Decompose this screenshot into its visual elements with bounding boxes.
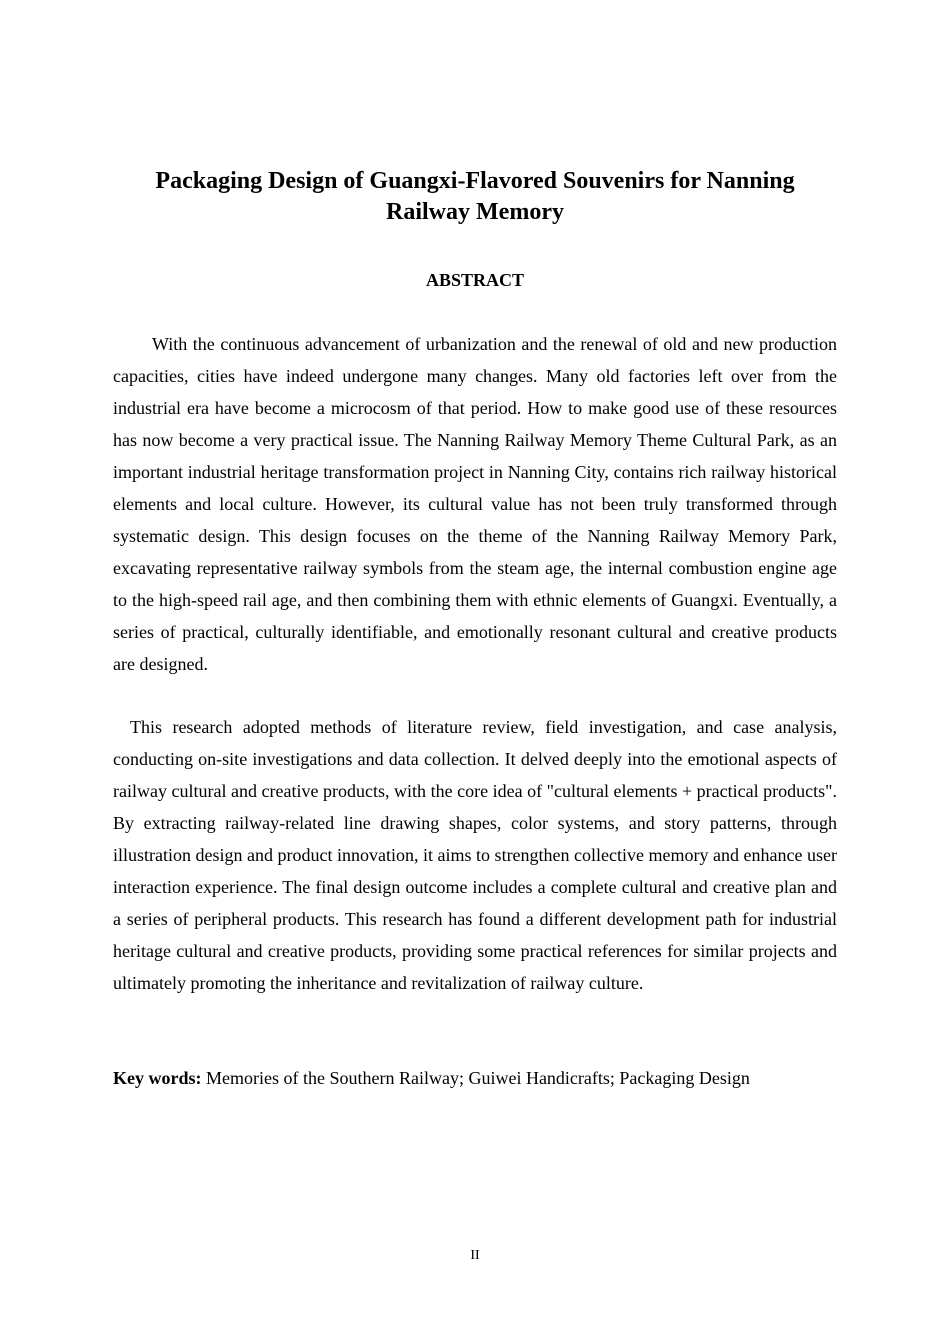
keywords-label: Key words: [113, 1068, 202, 1088]
paper-title: Packaging Design of Guangxi-Flavored Souvenirs for Nanning Railway Memory [155, 168, 795, 225]
abstract-paragraph-1: With the continuous advancement of urbanization and the renewal of old and new production capacities, cities have indeed undergone many changes. Many old factories left over from the industrial era have become a microcosm of that period. How to make good use of these resources has now become a very practical issue. The Nanning Railway Memory Theme Cultural Park, as an important industrial heritage transformation project in Nanning City, contains rich railway historical elements and local culture. However, its cultural value has not been truly transformed through systematic design. This design focuses on the theme of the Nanning Railway Memory Park, excavating representative railway symbols from the steam age, the internal combustion engine age to the high-speed rail age, and then combining them with ethnic elements of Guangxi. Eventually, a series of practical, culturally identifiable, and emotionally resonant cultural and creative products are designed. [113, 334, 837, 674]
keywords-line [113, 1062, 837, 1094]
abstract-heading: ABSTRACT [425, 270, 525, 290]
abstract-paragraph-2: This research adopted methods of literature review, field investigation, and case analysis, conducting on-site investigations and data collection. It delved deeply into the emotional aspects of railway cultural and creative products, with the core idea of "cultural elements + practical products". By extracting railway-related line drawing shapes, color systems, and story patterns, through illustration design and product innovation, it aims to strengthen collective memory and enhance user interaction experience. The final design outcome includes a complete cultural and creative plan and a series of peripheral products. This research has found a different development path for industrial heritage cultural and creative products, providing some practical references for similar projects and ultimately promoting the inheritance and revitalization of railway culture. [113, 717, 837, 993]
keywords-text: Memories of the Southern Railway; Guiwei Handicrafts; Packaging Design [201, 1068, 750, 1088]
page-number: II [470, 1248, 480, 1263]
